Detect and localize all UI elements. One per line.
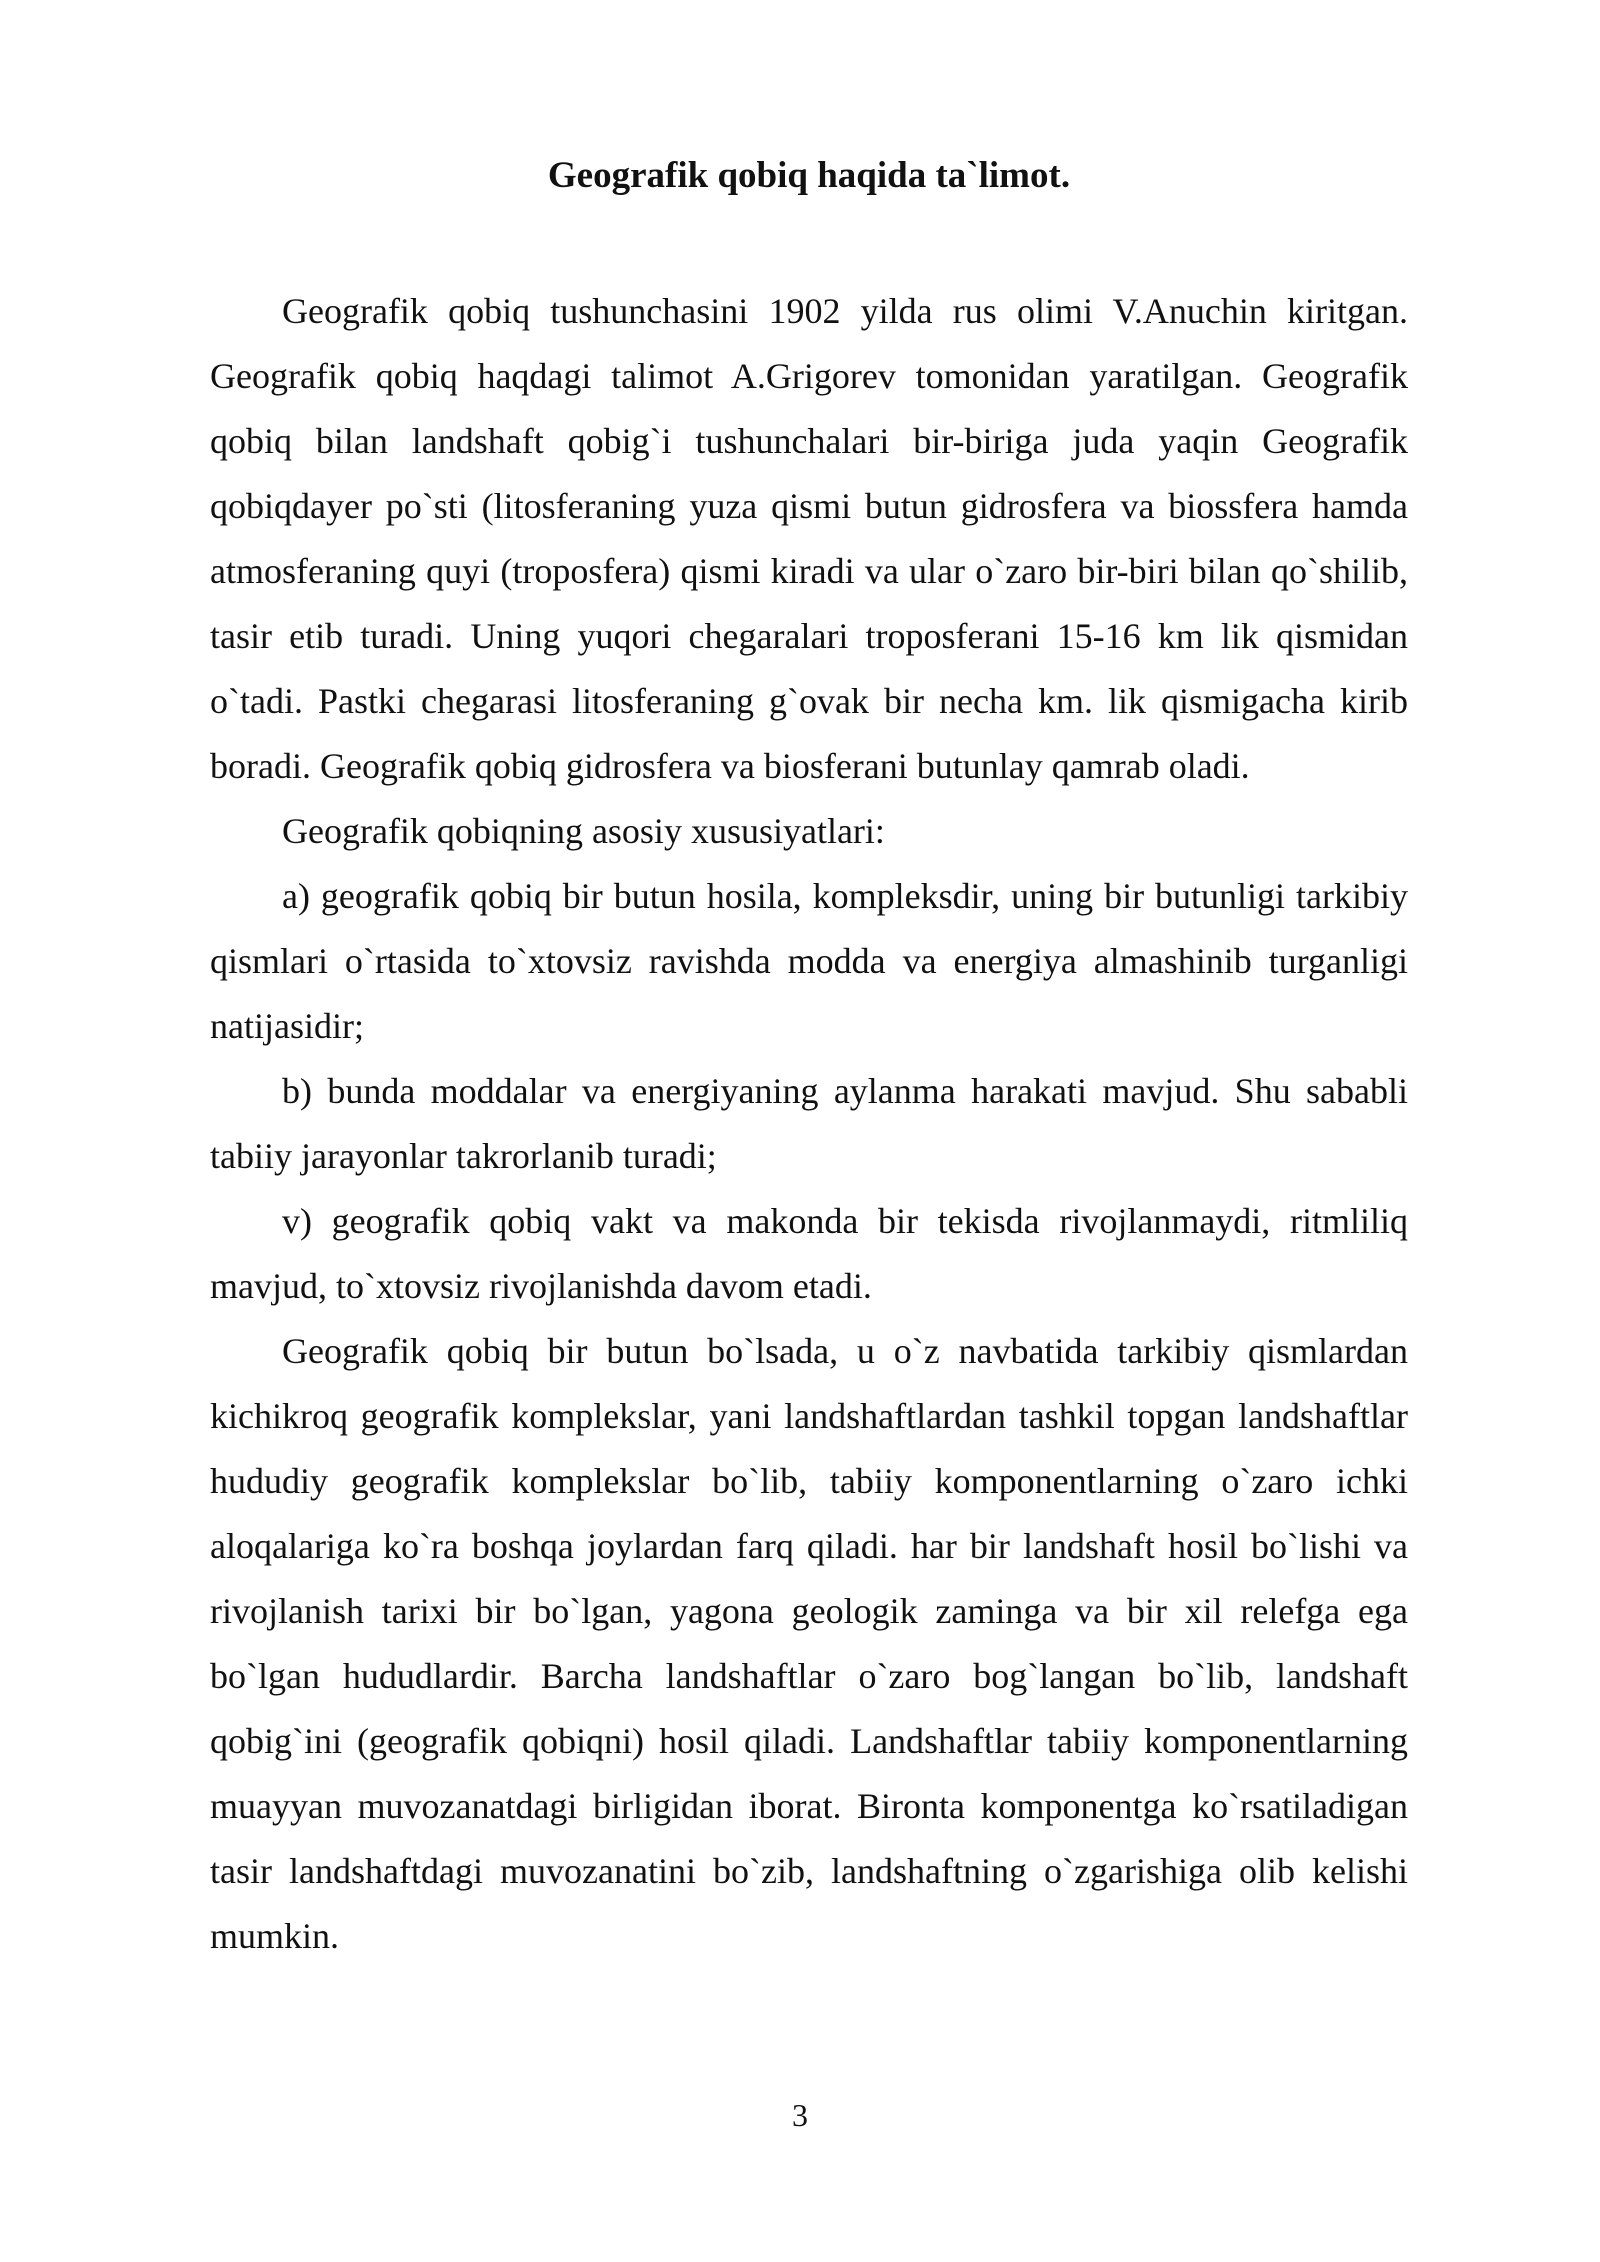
title-spacer <box>210 202 1408 279</box>
paragraph-features-heading: Geografik qobiqning asosiy xususiyatlari: <box>282 811 885 851</box>
page-number: 3 <box>792 2097 808 2133</box>
page-title: Geografik qobiq haqida ta`limot. <box>547 155 1071 196</box>
paragraph-landscapes: Geografik qobiq bir butun bo`lsada, u o`z navbatida tarkibiy qismlardan kichikroq geografik komplekslar, yani landshaftlardan tashkil topgan landshaftlar hududiy geografik komplekslar bo`lib, tabiiy komponentlarning o`zaro ichki aloqalariga ko`ra boshqa joylardan farq qiladi. har bir landshaft hosil bo`lishi va rivojlanish tarixi bir bo`lgan, yagona geologik zaminga va bir xil relefga ega bo`lgan hududlardir. Barcha landshaftlar o`zaro bog`langan bo`lib, landshaft qobig`ini (geografik qobiqni) hosil qiladi. Landshaftlar tabiiy komponentlarning muayyan muvozanatdagi birligidan iborat. Bironta komponentga ko`rsatiladigan tasir landshaftdagi muvozanatini bo`zib, landshaftning o`zgarishiga olib kelishi mumkin. <box>210 1331 1408 1956</box>
paragraph-feature-v: v) geografik qobiq vakt va makonda bir tekisda rivojlanmaydi, ritmliliq mavjud, to`xtovsiz rivojlanishda davom etadi. <box>210 1201 1408 1306</box>
paragraph-intro: Geografik qobiq tushunchasini 1902 yilda rus olimi V.Anuchin kiritgan. Geografik qobiq haqdagi talimot A.Grigorev tomonidan yaratilgan. Geografik qobiq bilan landshaft qobig`i tushunchalari bir-biriga juda yaqin Geografik qobiqdayer po`sti (litosferaning yuza qismi butun gidrosfera va biossfera hamda atmosferaning quyi (troposfera) qismi kiradi va ular o`zaro bir-biri bilan qo`shilib, tasir etib turadi. Uning yuqori chegaralari troposferani 15-16 km lik qismidan o`tadi. Pastki chegarasi litosferaning g`ovak bir necha km. lik qismigacha kirib boradi. Geografik qobiq gidrosfera va biosferani butunlay qamrab oladi. <box>210 291 1408 786</box>
page-content <box>210 150 1408 1969</box>
paragraph-feature-b: b) bunda moddalar va energiyaning aylanma harakati mavjud. Shu sababli tabiiy jarayonlar takrorlanib turadi; <box>210 1071 1408 1176</box>
paragraph-feature-a: a) geografik qobiq bir butun hosila, kompleksdir, uning bir butunligi tarkibiy qismlari o`rtasida to`xtovsiz ravishda modda va energiya almashinib turganligi natijasidir; <box>210 876 1408 1046</box>
